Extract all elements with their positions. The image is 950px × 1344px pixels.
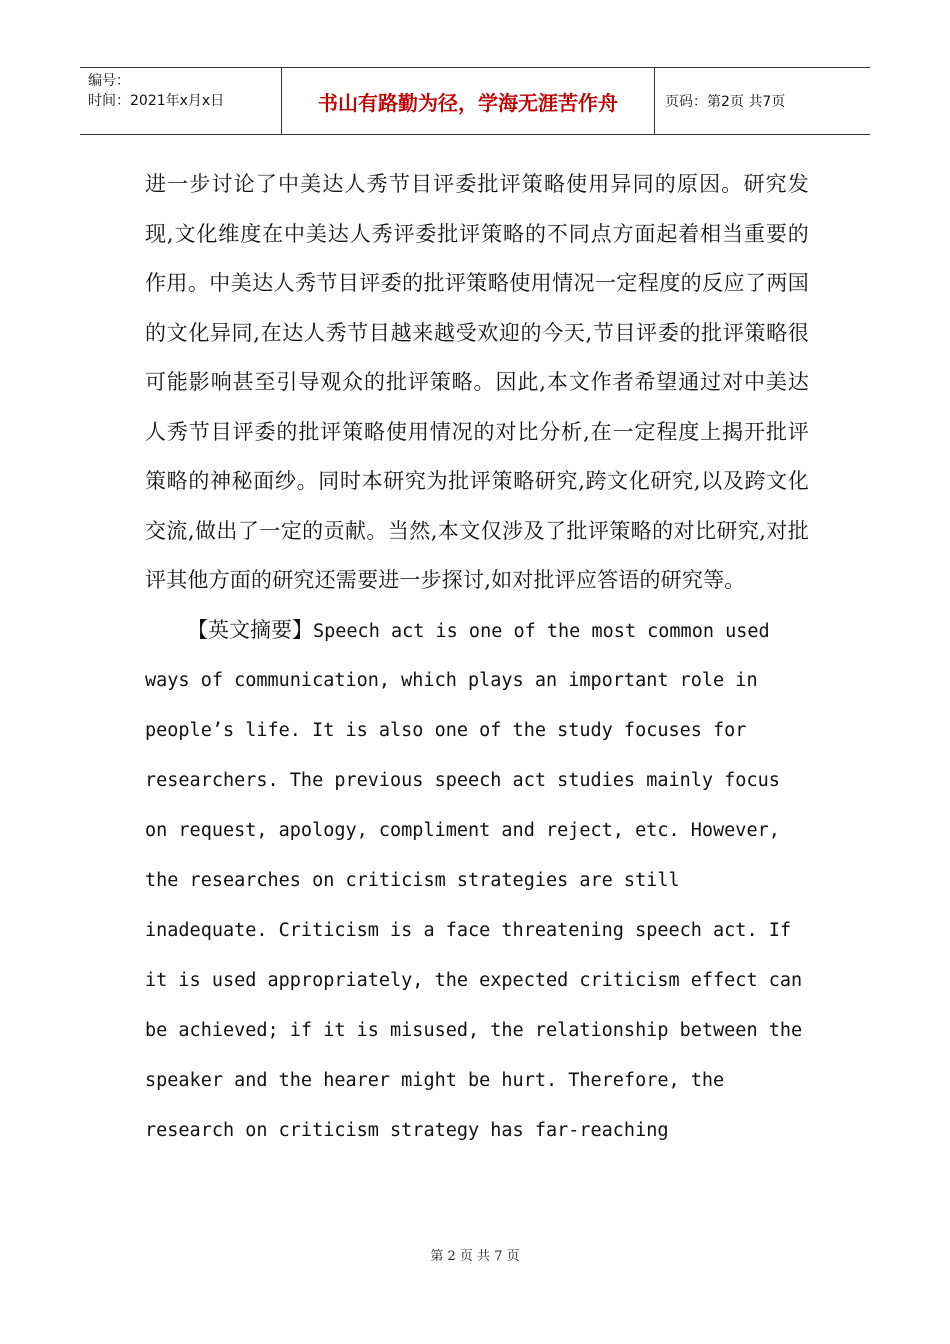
english-abstract-line: researchers. The previous speech act studies mainly focus [145,770,780,792]
header-motto-cell [282,68,655,134]
english-abstract-line: on request, apology, compliment and reject, etc. However, [145,820,780,842]
english-abstract-line: be achieved; if it is misused, the relationship between the [145,1019,803,1041]
document-time-label: 时间：2021年x月x日 [88,93,225,109]
document-body [145,160,809,1155]
english-abstract-line: people’s life. It is also one of the study focuses for [145,720,747,742]
english-abstract-line: it is used appropriately, the expected criticism effect can [145,969,803,991]
page-footer: 第 2 页 共 7 页 [430,1249,520,1264]
header-info-cell [80,68,282,134]
english-abstract [145,606,809,1156]
document-number-label: 编号： [88,73,130,89]
english-abstract-line: speaker and the hearer might be hurt. Therefore, the [145,1069,725,1091]
english-abstract-line: inadequate. Criticism is a face threatening speech act. If [145,919,792,941]
chinese-paragraph: 进一步讨论了中美达人秀节目评委批评策略使用异同的原因。研究发现,文化维度在中美达人秀评委批评策略的不同点方面起着相当重要的作用。中美达人秀节目评委的批评策略使用情况一定程度的反应了两国的文化异同,在达人秀节目越来越受欢迎的今天,节目评委的批评策略很可能影响甚至引导观众的批评策略。因此,本文作者希望通过对中美达人秀节目评委的批评策略使用情况的对比分析,在一定程度上揭开批评策略的神秘面纱。同时本研究为批评策略研究,跨文化研究,以及跨文化交流,做出了一定的贡献。当然,本文仅涉及了批评策略的对比研究,对批评其他方面的研究还需要进一步探讨,如对批评应答语的研究等。 [145,172,809,592]
english-abstract-line: research on criticism strategy has far-reaching [145,1119,669,1141]
header-page-cell [655,68,870,134]
english-abstract-line: 【英文摘要】Speech act is one of the most common used [187,617,770,642]
header-motto: 书山有路勤为径，学海无涯苦作舟 [318,90,618,115]
english-abstract-line: ways of communication, which plays an important role in [145,670,758,692]
page-header [80,67,870,135]
header-page-label: 页码：第2页 共7页 [665,94,786,110]
english-abstract-label: 【英文摘要】 [187,617,313,642]
english-abstract-line: the researches on criticism strategies are still [145,870,680,892]
